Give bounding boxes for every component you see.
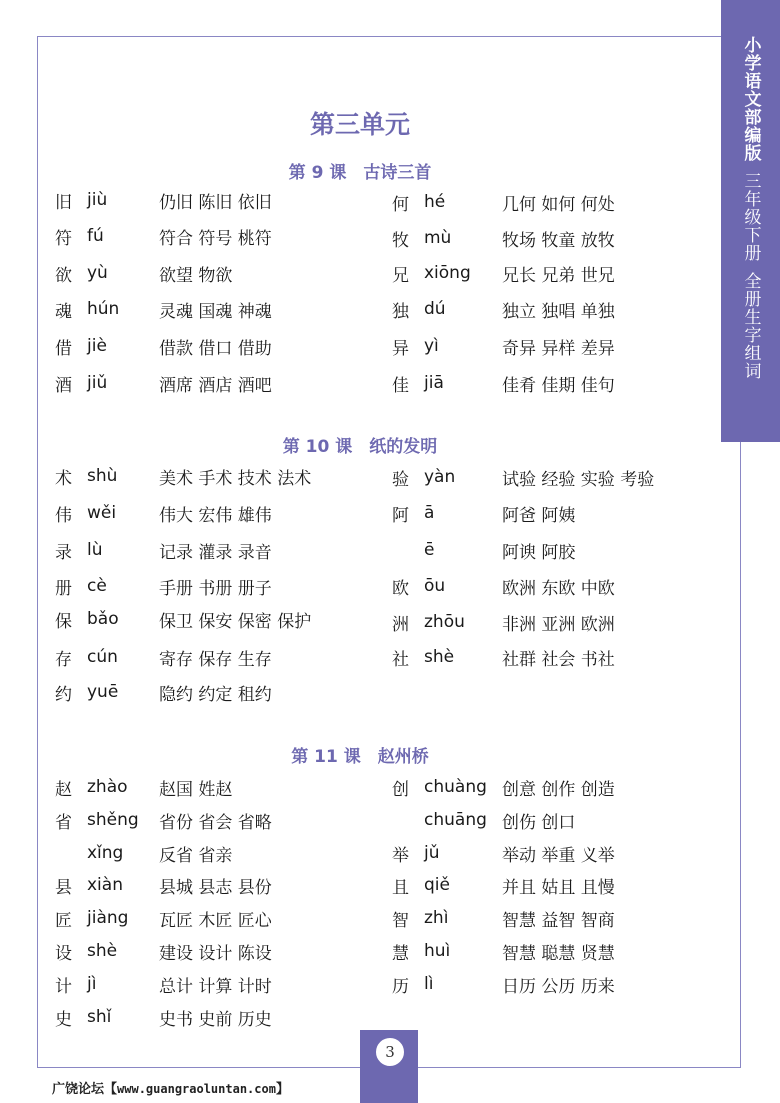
char-entry (392, 640, 615, 674)
pinyin: zhì (424, 908, 449, 928)
footer-url: www.guangraoluntan.com (117, 1082, 276, 1096)
char-entry (55, 967, 272, 1001)
pinyin: mù (424, 228, 452, 248)
char-entry (55, 292, 272, 326)
pinyin: lì (424, 974, 434, 994)
words: 佳肴 佳期 佳句 (502, 375, 615, 396)
words: 举动 举重 义举 (502, 845, 615, 866)
char-entry (55, 934, 272, 968)
words: 保卫 保安 保密 保护 (159, 611, 312, 632)
char-entry (392, 770, 615, 804)
character: 伟 (55, 505, 72, 526)
words: 总计 计算 计时 (159, 976, 272, 997)
words: 史书 史前 历史 (159, 1009, 272, 1030)
lesson-title: 第 9 课 古诗三首 (288, 163, 432, 183)
char-entry (55, 901, 272, 935)
char-entry (55, 183, 272, 217)
words: 日历 公历 历来 (502, 976, 615, 997)
words: 非洲 亚洲 欧洲 (502, 614, 615, 635)
char-entry (392, 569, 615, 603)
character: 借 (55, 338, 72, 359)
char-entry (55, 803, 272, 837)
lesson-title: 第 10 课 纸的发明 (282, 437, 438, 457)
char-entry (55, 219, 272, 253)
words: 伟大 宏伟 雄伟 (159, 505, 272, 526)
char-entry (392, 967, 615, 1001)
character: 魂 (55, 301, 72, 322)
pinyin: jì (87, 974, 97, 994)
character: 史 (55, 1009, 72, 1030)
words: 欧洲 东欧 中欧 (502, 578, 615, 599)
words: 兄长 兄弟 世兄 (502, 265, 615, 286)
words: 阿爸 阿姨 (502, 505, 576, 526)
footer-label: 广饶论坛【 (52, 1082, 118, 1097)
character: 赵 (55, 779, 72, 800)
character: 旧 (55, 192, 72, 213)
pinyin: chuāng (424, 810, 487, 830)
pinyin: ē (424, 540, 435, 560)
words: 智慧 益智 智商 (502, 910, 615, 931)
character: 册 (55, 578, 72, 599)
character: 智 (392, 910, 409, 931)
words: 借款 借口 借助 (159, 338, 272, 359)
footer-close: 】 (275, 1082, 289, 1097)
words: 试验 经验 实验 考验 (502, 469, 655, 490)
pinyin: qiě (424, 875, 450, 895)
character: 创 (392, 779, 409, 800)
pinyin: fú (87, 226, 104, 246)
pinyin: wěi (87, 503, 117, 523)
words: 智慧 聪慧 贤慧 (502, 943, 615, 964)
pinyin: jiā (424, 373, 444, 393)
character: 保 (55, 611, 72, 632)
pinyin: xiàn (87, 875, 123, 895)
char-entry (55, 836, 232, 870)
char-entry (55, 675, 272, 709)
words: 赵国 姓赵 (159, 779, 233, 800)
character: 录 (55, 542, 72, 563)
side-tab (721, 0, 780, 442)
pinyin: hé (424, 192, 446, 212)
char-entry (55, 1000, 272, 1034)
words: 手册 书册 册子 (159, 578, 272, 599)
footer (52, 1078, 289, 1097)
pinyin: yì (424, 336, 439, 356)
char-entry (55, 602, 311, 636)
pinyin: jiù (87, 190, 108, 210)
char-entry (392, 292, 615, 326)
char-entry (55, 640, 272, 674)
words: 记录 灌录 录音 (159, 542, 272, 563)
character: 举 (392, 845, 409, 866)
pinyin: zhào (87, 777, 128, 797)
char-entry (392, 329, 615, 363)
char-entry (392, 934, 615, 968)
pinyin: yù (87, 263, 108, 283)
words: 隐约 约定 租约 (159, 684, 272, 705)
character: 匠 (55, 910, 72, 931)
unit-title: 第三单元 (309, 110, 410, 139)
character: 符 (55, 228, 72, 249)
char-entry (55, 533, 272, 567)
character: 术 (55, 468, 72, 489)
words: 美术 手术 技术 法术 (159, 468, 312, 489)
char-entry (392, 460, 654, 494)
character: 约 (55, 684, 72, 705)
character: 独 (392, 301, 409, 322)
char-entry (392, 836, 615, 870)
words: 牧场 牧童 放牧 (502, 230, 615, 251)
char-entry (392, 185, 615, 219)
pinyin: dú (424, 299, 446, 319)
character: 阿 (392, 505, 409, 526)
words: 创伤 创口 (502, 812, 576, 833)
char-entry (392, 868, 615, 902)
char-entry (392, 496, 575, 530)
character: 县 (55, 877, 72, 898)
pinyin: huì (424, 941, 451, 961)
pinyin: shù (87, 466, 118, 486)
pinyin: lù (87, 540, 103, 560)
page-number: 3 (375, 1037, 405, 1067)
pinyin: ōu (424, 576, 446, 596)
pinyin: xiōng (424, 263, 471, 283)
character: 设 (55, 943, 72, 964)
pinyin: jǔ (424, 843, 440, 863)
char-entry (392, 366, 615, 400)
side-tab-grade: 三年级下册 (740, 172, 761, 262)
words: 建设 设计 陈设 (159, 943, 272, 964)
words: 并且 姑且 且慢 (502, 877, 615, 898)
character: 牧 (392, 230, 409, 251)
words: 独立 独唱 单独 (502, 301, 615, 322)
words: 欲望 物欲 (159, 265, 233, 286)
words: 灵魂 国魂 神魂 (159, 301, 272, 322)
words: 创意 创作 创造 (502, 779, 615, 800)
pinyin: cè (87, 576, 107, 596)
pinyin: zhōu (424, 612, 465, 632)
pinyin: jiǔ (87, 373, 108, 393)
char-entry (55, 496, 272, 530)
character: 省 (55, 812, 72, 833)
words: 瓦匠 木匠 匠心 (159, 910, 272, 931)
char-entry (392, 803, 575, 837)
char-entry (392, 533, 575, 567)
character: 洲 (392, 614, 409, 635)
character: 存 (55, 649, 72, 670)
character: 慧 (392, 943, 409, 964)
words: 寄存 保存 生存 (159, 649, 272, 670)
pinyin: chuàng (424, 777, 487, 797)
pinyin: shěng (87, 810, 139, 830)
char-entry (55, 329, 272, 363)
character: 佳 (392, 375, 409, 396)
words: 几何 如何 何处 (502, 194, 615, 215)
character: 欧 (392, 578, 409, 599)
pinyin: jiàng (87, 908, 129, 928)
character: 且 (392, 877, 409, 898)
character: 何 (392, 194, 409, 215)
char-entry (392, 605, 615, 639)
pinyin: shǐ (87, 1007, 112, 1027)
words: 奇异 异样 差异 (502, 338, 615, 359)
words: 符合 符号 桃符 (159, 228, 272, 249)
pinyin: shè (424, 647, 455, 667)
pinyin: hún (87, 299, 120, 319)
character: 历 (392, 976, 409, 997)
words: 反省 省亲 (159, 845, 233, 866)
char-entry (392, 901, 615, 935)
character: 异 (392, 338, 409, 359)
character: 兄 (392, 265, 409, 286)
char-entry (55, 256, 232, 290)
pinyin: bǎo (87, 609, 119, 629)
character: 验 (392, 469, 409, 490)
pinyin: xǐng (87, 843, 124, 863)
pinyin: yuē (87, 682, 119, 702)
words: 社群 社会 书社 (502, 649, 615, 670)
char-entry (392, 256, 615, 290)
char-entry (55, 868, 272, 902)
words: 仍旧 陈旧 依旧 (159, 192, 272, 213)
character: 欲 (55, 265, 72, 286)
lesson-title: 第 11 课 赵州桥 (291, 747, 429, 767)
char-entry (55, 459, 311, 493)
words: 省份 省会 省略 (159, 812, 272, 833)
character: 计 (55, 976, 72, 997)
pinyin: cún (87, 647, 118, 667)
pinyin: shè (87, 941, 118, 961)
pinyin: ā (424, 503, 435, 523)
char-entry (55, 366, 272, 400)
character: 酒 (55, 375, 72, 396)
words: 酒席 酒店 酒吧 (159, 375, 272, 396)
side-tab-series: 小学语文部编版 (740, 36, 761, 162)
words: 县城 县志 县份 (159, 877, 272, 898)
char-entry (392, 221, 615, 255)
char-entry (55, 770, 232, 804)
character: 社 (392, 649, 409, 670)
pinyin: yàn (424, 467, 456, 487)
pinyin: jiè (87, 336, 107, 356)
char-entry (55, 569, 272, 603)
words: 阿谀 阿胶 (502, 542, 576, 563)
side-tab-subject: 全册生字组词 (740, 272, 761, 380)
